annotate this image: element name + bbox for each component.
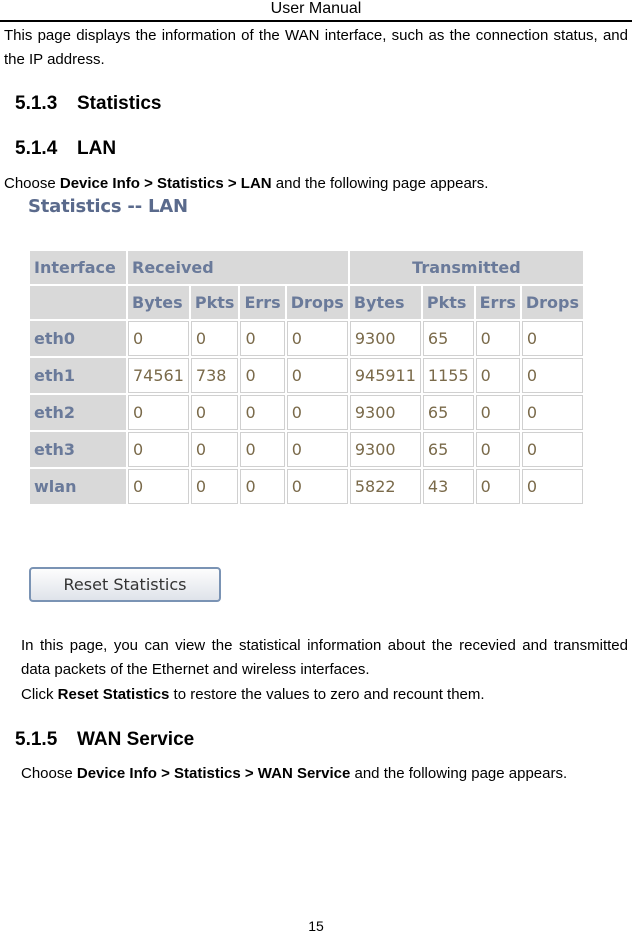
stat-value-cell: 0: [240, 395, 284, 430]
stat-value-cell: 74561: [128, 358, 189, 393]
lan-statistics-table: [28, 249, 585, 506]
subheader-cell: Errs: [240, 286, 284, 319]
stat-value-cell: 9300: [350, 321, 421, 356]
intro-paragraph: This page displays the information of the WAN interface, such as the connection status, and the IP address.: [4, 27, 628, 68]
stat-value-cell: 0: [287, 395, 348, 430]
text: to restore the values to zero and recount them.: [169, 686, 485, 703]
stat-value-cell: 0: [128, 321, 189, 356]
heading-number: 5.1.3: [15, 93, 58, 114]
menu-path: Device Info > Statistics > WAN Service: [76, 765, 351, 782]
stat-value-cell: 0: [287, 432, 348, 467]
reset-instruction: [21, 683, 628, 707]
heading-number: 5.1.4: [15, 138, 58, 159]
stat-value-cell: 0: [287, 321, 348, 356]
heading-number: 5.1.5: [15, 729, 58, 750]
stat-value-cell: 0: [240, 321, 284, 356]
menu-path: Device Info > Statistics > LAN: [59, 175, 272, 192]
stat-value-cell: 0: [191, 469, 239, 504]
stat-value-cell: 945911: [350, 358, 421, 393]
interface-name: wlan: [30, 469, 126, 504]
header-title: User Manual: [270, 0, 362, 17]
text: Choose: [4, 175, 60, 192]
stat-value-cell: 0: [128, 395, 189, 430]
interface-name: eth1: [30, 358, 126, 393]
stat-value-cell: 5822: [350, 469, 421, 504]
stat-value-cell: 0: [128, 469, 189, 504]
header-received: Received: [128, 251, 348, 284]
subheader-cell: Drops: [522, 286, 583, 319]
stat-value-cell: 65: [423, 395, 474, 430]
heading-title: WAN Service: [77, 729, 195, 750]
stat-value-cell: 0: [240, 432, 284, 467]
header-interface: Interface: [30, 251, 126, 284]
subheader-cell: Pkts: [423, 286, 474, 319]
heading-5-1-3: [15, 92, 161, 116]
table-row: [30, 321, 583, 356]
text: Choose: [21, 765, 77, 782]
text: and the following page appears.: [350, 765, 568, 782]
reset-bold: Reset Statistics: [57, 686, 170, 703]
reset-statistics-button[interactable]: Reset Statistics: [29, 567, 221, 602]
subheader-cell: Drops: [287, 286, 348, 319]
screenshot-title: Statistics -- LAN: [28, 196, 188, 217]
stat-value-cell: 0: [191, 321, 239, 356]
subheader-cell: Bytes: [128, 286, 189, 319]
stat-value-cell: 0: [128, 432, 189, 467]
stat-value-cell: 0: [522, 432, 583, 467]
table-row: [30, 358, 583, 393]
subheader-cell: Pkts: [191, 286, 239, 319]
table-row: [30, 432, 583, 467]
interface-name: eth2: [30, 395, 126, 430]
stat-value-cell: 9300: [350, 432, 421, 467]
stat-value-cell: 65: [423, 432, 474, 467]
header-transmitted: Transmitted: [350, 251, 583, 284]
interface-name: eth3: [30, 432, 126, 467]
heading-5-1-4: [15, 137, 116, 161]
interface-name: eth0: [30, 321, 126, 356]
stat-value-cell: 738: [191, 358, 239, 393]
stat-value-cell: 0: [191, 395, 239, 430]
text: and the following page appears.: [271, 175, 489, 192]
table-row: [30, 395, 583, 430]
stat-value-cell: 0: [522, 321, 583, 356]
stat-value-cell: 0: [522, 358, 583, 393]
lan-statistics-screenshot: [24, 196, 611, 610]
table-header-row: [30, 251, 583, 284]
stat-value-cell: 0: [522, 469, 583, 504]
stat-value-cell: 0: [240, 358, 284, 393]
text: Click: [21, 686, 58, 703]
stat-value-cell: 0: [476, 358, 520, 393]
table-subheader-row: [30, 286, 583, 319]
wan-choose-paragraph: [21, 762, 632, 786]
stat-value-cell: 9300: [350, 395, 421, 430]
heading-title: LAN: [77, 138, 117, 159]
lan-choose-paragraph: [4, 172, 628, 196]
subheader-cell: Bytes: [350, 286, 421, 319]
stat-value-cell: 0: [476, 432, 520, 467]
subheader-cell: Errs: [476, 286, 520, 319]
page-number: 15: [308, 918, 324, 934]
stat-value-cell: 0: [191, 432, 239, 467]
heading-5-1-5: [15, 728, 194, 752]
stat-value-cell: 0: [522, 395, 583, 430]
stat-value-cell: 0: [240, 469, 284, 504]
table-row: [30, 469, 583, 504]
description-paragraph: In this page, you can view the statistical information about the recevied and transmitted data packets of the Ethernet and wireless interfaces.: [21, 637, 628, 678]
page-header: [0, 0, 632, 22]
subheader-blank: [30, 286, 126, 319]
stat-value-cell: 0: [287, 469, 348, 504]
heading-title: Statistics: [77, 93, 162, 114]
stat-value-cell: 0: [287, 358, 348, 393]
stat-value-cell: 0: [476, 395, 520, 430]
stat-value-cell: 43: [423, 469, 474, 504]
stat-value-cell: 65: [423, 321, 474, 356]
stat-value-cell: 0: [476, 321, 520, 356]
stat-value-cell: 1155: [423, 358, 474, 393]
stat-value-cell: 0: [476, 469, 520, 504]
